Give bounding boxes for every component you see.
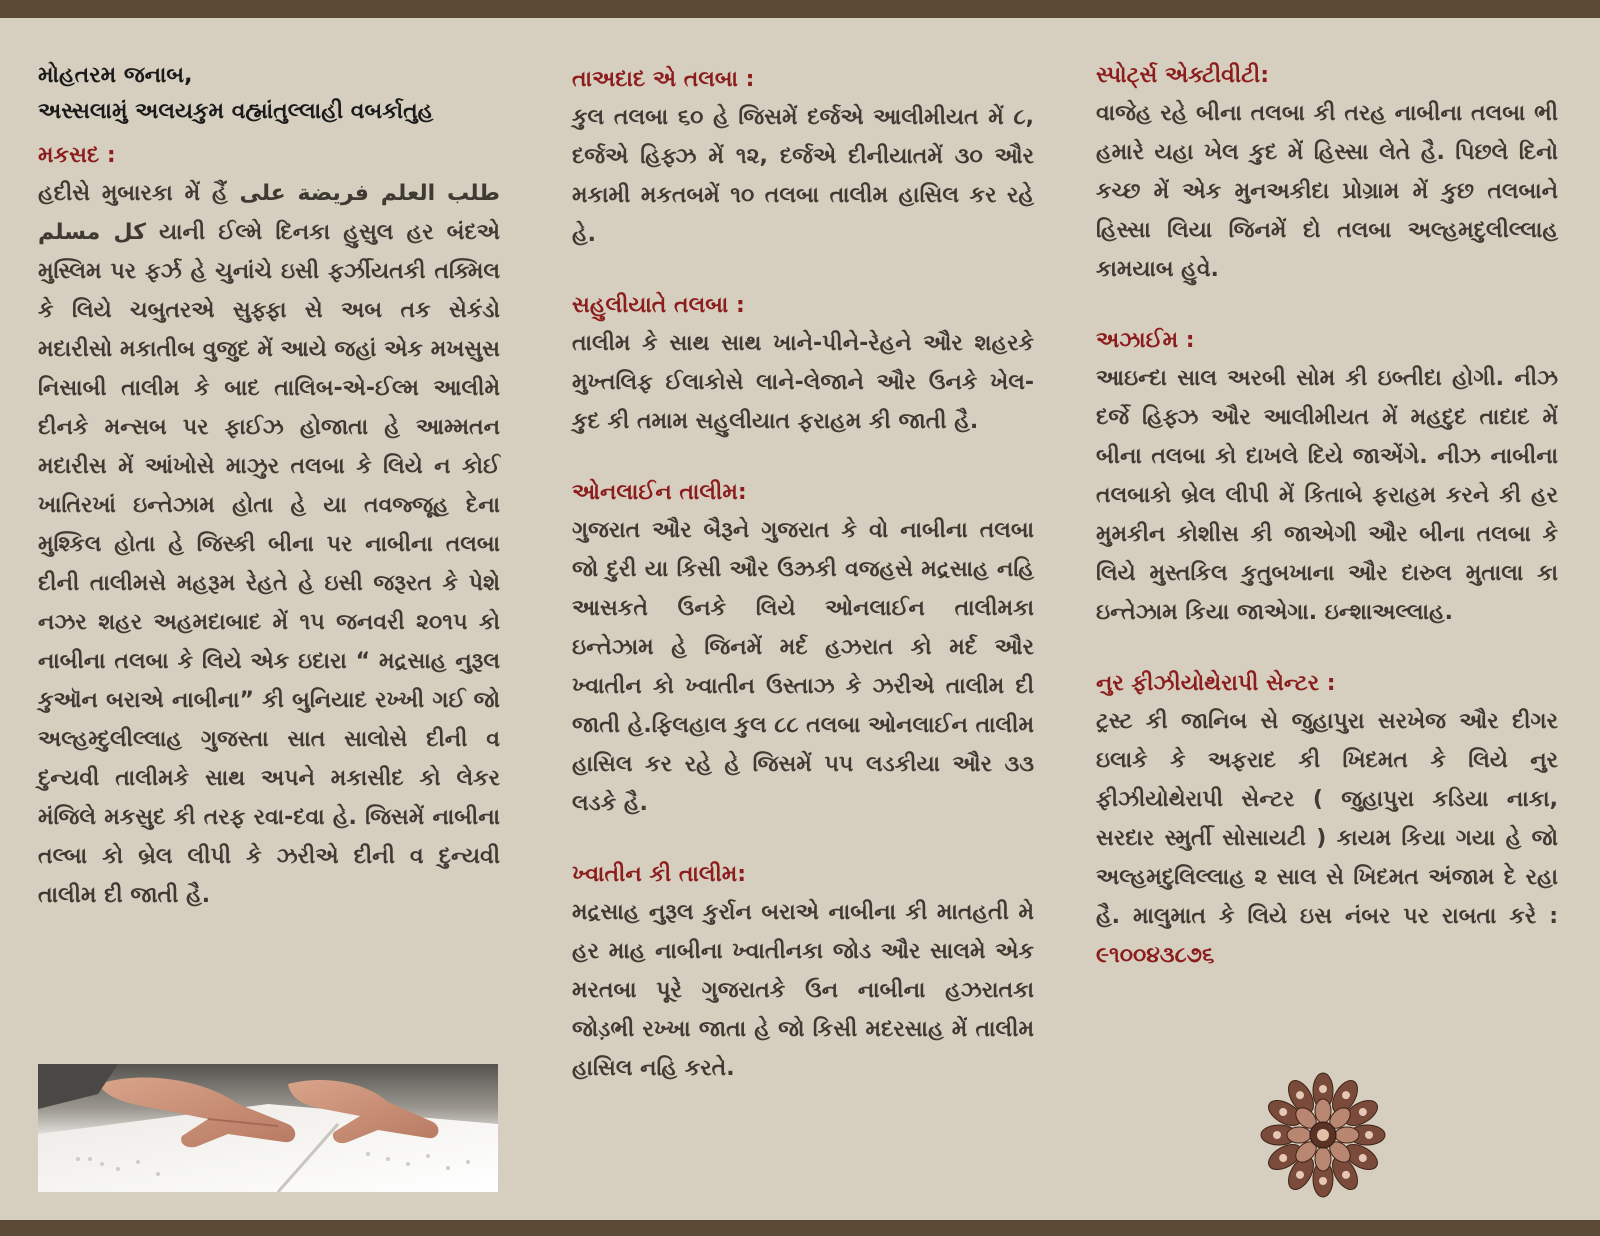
women-education-heading: ખ્વાતીન કી તાલીમ: [572,862,747,887]
maksad-text: હદીસે મુબારકા મેં હૈં طلب العلم فريضة على كل مسلم યાની ઈલ્મે દિનકા હુસુલ હર બંદએ મુસ્લિમ પર ફર્ઝ હે ચુનાંચે ઇસી ફર્ઝીયતકી તક્મિલ કે લિયે ચબુતરએ સુફ્ફા સે અબ તક સેકંડો મદારીસો મકાતીબ વુજુદ મેં આયે જહાં એક મખસુસ નિસાબી તાલીમ કે બાદ તાલિબ-એ-ઈલ્મ આલીમે દીનકે મન્સબ પર ફાઈઝ હોજાતા હે આમ્મતન મદારીસ મેં આંખોસે માઝુર તલબા કે લિયે ન કોઈ ખાતિરખાં ઇન્તેઝામ હોતા હે યા તવજ્જૂહ દેના મુશ્કિલ હોતા હે જિસ્કી બીના પર નાબીના તલબા દીની તાલીમસે મહરૂમ રેહતે હે ઇસી જરૂરત કે પેશે નઝર શહર અહમદાબાદ મેં ૧૫ જનવરી ૨૦૧૫ કો નાબીના તલબા કે લિયે એક ઇદારા “ મદ્રસાહ નુરૂલ કુઑન બરાએ નાબીના” કી બુનિયાદ રખ્ખી ગઈ જો અલ્હમ્દુલીલ્લાહ ગુજસ્તા સાત સાલોસે દીની વ દુન્યવી તાલીમકે સાથ અપને મકાસીદ કો લેકર મંજિલે મકસુદ કી તરફ રવા-દવા હે. જિસમેં નાબીના તલ્બા કો બ્રેલ લીપી કે ઝરીએ દીની વ દુન્યવી તાલીમ દી જાતી હૈ. [38,181,501,908]
talaba-count-heading: તાઅદાદ એ તલબા : [572,67,755,92]
column-middle [572,62,1034,1088]
contact-phone-number: ૯૧૦૦૪૩૮૭૬ [1096,943,1215,968]
sports-activity-text: વાજેહ રહે બીના તલબા કી તરહ નાબીના તલબા ભી હમારે યહા ખેલ કુદ મેં હિસ્સા લેતે હૈ. પિછલે દિનો કચ્છ મેં એક મુનઅકીદા પ્રોગ્રામ મેં કુછ તલબાને હિસ્સા લિયા જિનમેં દો તલબા અલ્હમદુલીલ્લાહ કામયાબ હુવે. [1096,101,1558,282]
mandala-core [1317,1129,1329,1141]
salutation-line-2: અસ્સલામું અલયકુમ વહ્માંતુલ્લાહી વબર્કાતુહ [38,99,434,124]
facilities-text: તાલીમ કે સાથ સાથ ખાને-પીને-રેહને ઔર શહરકે મુખ્તલિફ ઈલાકોસે લાને-લેજાને ઔર ઉનકે ખેલ-કુદ કી તમામ સહુલીયાત ફરાહમ કી જાતી હૈ. [572,331,1034,434]
online-education-heading: ઓનલાઈન તાલીમ: [572,480,747,505]
women-education-text: મદ્રસાહ નુરૂલ કુર્રાન બરાએ નાબીના કી માતહતી મે હર માહ નાબીના ખ્વાતીનકા જોડ ઔર સાલમે એક મરતબા પૂરે ગુજરાતકે ઉન નાબીના હઝરાતકા જોડ઼ભી રખ્ખા જાતા હે જો કિસી મદરસાહ મેં તાલીમ હાસિલ નહિ કરતે. [572,900,1034,1081]
column-left [38,58,500,915]
top-border-bar [0,0,1600,18]
physio-center-body: ટ્રસ્ટ કી જાનિબ સે જુહાપુરા સરખેજ ઔર દીગર ઇલાકે કે અફરાદ કી ખિદમત કે લિયે નુર ફીઝીયોથેરાપી સેન્ટર ( જુહાપુરા કડિયા નાકા, સરદાર સ્મુર્તી સોસાયટી ) કાયમ કિયા ગયા હે જો અલ્હમદુલિલ્લાહ ૨ સાલ સે ખિદમત અંજામ દે રહા હૈ. માલુમાત કે લિયે ઇસ નંબર પર રાબતા કરે : [1096,709,1558,929]
bottom-border-bar [0,1220,1600,1236]
braille-reading-photo [38,1064,498,1192]
talaba-count-text: કુલ તલબા ૬૦ હે જિસમેં દર્જએ આલીમીયત મેં ૮, દર્જએ હિફ્ઝ મેં ૧૨, દર્જએ દીનીયાતમેં ૩૦ ઔર મકામી મકતબમેં ૧૦ તલબા તાલીમ હાસિલ કર રહે હે. [572,105,1034,247]
braille-hands-illustration [38,1064,498,1192]
column-right [1096,58,1558,975]
plans-heading: અઝાઈમ : [1096,328,1195,353]
maksad-heading: મકસદ : [38,143,116,168]
mandala-ornament [1258,1070,1388,1200]
online-education-text: ગુજરાત ઔર બૈરૂને ગુજરાત કે વો નાબીના તલબા જો દુરી યા કિસી ઔર ઉઝ્રકી વજહસે મદ્રસાહ નહિ આસકતે ઉનકે લિયે ઓનલાઈન તાલીમકા ઇન્તેઝામ હે જિનમેં મર્દ હઝરાત કો મર્દ ઔર ખ્વાતીન કો ખ્વાતીન ઉસ્તાઝ કે ઝરીએ તાલીમ દી જાતી હે.ફિલહાલ કુલ ૮૮ તલબા ઓનલાઈન તાલીમ હાસિલ કર રહે હે જિસમેં ૫૫ લડકીયા ઔર ૩૩ લડકે હૈ. [572,518,1034,816]
sports-activity-heading: સ્પોર્ટ્સ એક્ટીવીટી: [1096,63,1270,88]
physio-center-heading: નુર ફીઝીયોથેરાપી સેન્ટર : [1096,671,1336,696]
salutation-line-1: મોહતરમ જનાબ, [38,63,193,88]
physio-center-text [1096,702,1558,975]
plans-text: આઇન્દા સાલ અરબી સોમ કી ઇબ્તીદા હોગી. નીઝ દર્જે હિફ્ઝ ઔર આલીમીયત મેં મહદુદ તાદાદ મેં બીના તલબા કો દાખલે દિયે જાએંગે. નીઝ નાબીના તલબાકો બ્રેલ લીપી મેં કિતાબે ફરાહમ કરને કી હર મુમકીન કોશીસ કી જાએગી ઔર બીના તલબા કે લિયે મુસ્તકિલ કુતુબખાના ઔર દારુલ મુતાલા કા ઇન્તેઝામ કિયા જાએગા. ઇન્શાઅલ્લાહ. [1096,366,1558,625]
facilities-heading: સહુલીયાતે તલબા : [572,293,745,318]
